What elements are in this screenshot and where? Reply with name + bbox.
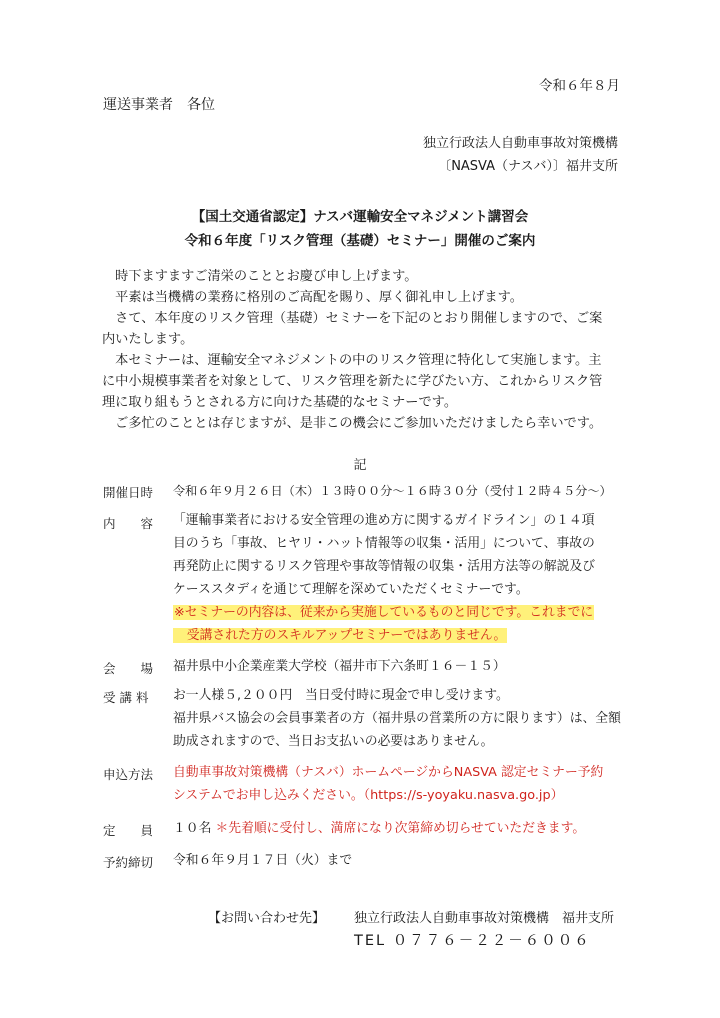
- apply-line: 自動車事故対策機構（ナスバ）ホームページからNASVA 認定セミナー予約: [173, 765, 604, 780]
- body-text: [102, 266, 602, 434]
- deadline-label: 予約締切: [103, 855, 154, 870]
- sender-org: 独立行政法人自動車事故対策機構: [422, 136, 618, 151]
- fee-line: 福井県バス協会の会員事業者の方（福井県の営業所の方に限ります）は、全額: [173, 711, 621, 726]
- datetime-value: 令和６年９月２６日（木）１３時００分～１６時３０分（受付１２時４５分～）: [173, 484, 612, 498]
- venue-label: 会 場: [103, 661, 154, 676]
- datetime-label: 開催日時: [103, 485, 154, 500]
- content-line: 「運輸事業者における安全管理の進め方に関するガイドライン」の１４項: [173, 513, 595, 528]
- issue-date: 令和６年８月: [539, 78, 620, 94]
- content-value: [173, 509, 595, 647]
- capacity-note: ＊先着順に受付し、満席になり次第締め切らせていただきます。: [215, 821, 586, 836]
- deadline-value: 令和６年９月１７日（火）まで: [173, 853, 353, 868]
- fee-line: お一人様５,２００円 当日受付時に現金で申し受けます。: [173, 688, 509, 703]
- body-line: ご多忙のこととは存じますが、是非この機会にご参加いただけましたら幸いです。: [102, 416, 603, 431]
- content-note-line: [173, 601, 595, 624]
- recipient: 運送事業者 各位: [103, 97, 215, 113]
- apply-label: 申込方法: [103, 767, 154, 782]
- body-line: に中小規模事業者を対象として、リスク管理を新たに学びたい方、これからリスク管: [102, 374, 603, 389]
- ki-heading: 記: [353, 458, 367, 473]
- body-line: 時下ますますご清栄のこととお慶び申し上げます。: [102, 269, 418, 284]
- contact-label: 【お問い合わせ先】: [208, 911, 326, 926]
- venue-value: 福井県中小企業産業大学校（福井市下六条町１６－１５）: [173, 659, 506, 674]
- capacity-number: １０名: [173, 821, 212, 836]
- body-line: さて、本年度のリスク管理（基礎）セミナーを下記のとおり開催しますので、ご案: [102, 311, 603, 326]
- body-line: 内いたします。: [102, 332, 194, 347]
- content-note-highlight: 受講された方のスキルアップセミナーではありません。: [174, 628, 507, 643]
- apply-value: [173, 761, 603, 807]
- sender-branch: 〔NASVA（ナスバ）〕福井支所: [438, 159, 618, 174]
- title-line-1: 【国土交通省認定】ナスバ運輸安全マネジメント講習会: [191, 209, 529, 225]
- fee-label: 受 講 料: [103, 690, 149, 705]
- capacity-value: [173, 817, 585, 840]
- body-line: 本セミナーは、運輸安全マネジメントの中のリスク管理に特化して実施します。主: [102, 353, 602, 368]
- body-line: 理に取り組もうとされる方に向けた基礎的なセミナーです。: [102, 395, 458, 410]
- title-line-2: 令和６年度「リスク管理（基礎）セミナー」開催のご案内: [184, 233, 536, 249]
- capacity-label: 定 員: [103, 823, 154, 838]
- body-line: 平素は当機構の業務に格別のご高配を賜り、厚く御礼申し上げます。: [102, 290, 523, 305]
- content-note-line: [173, 624, 595, 647]
- content-label: 内 容: [103, 516, 154, 531]
- content-note-highlight: ※セミナーの内容は、従来から実施しているものと同じです。これまでに: [174, 605, 594, 620]
- fee-value: [173, 684, 621, 753]
- contact-org: 独立行政法人自動車事故対策機構 福井支所: [354, 911, 615, 926]
- content-line: 再発防止に関するリスク管理や事故等情報の収集・活用方法等の解説及び: [173, 559, 596, 574]
- contact-tel: TEL ０７７６－２２－６００６: [354, 933, 591, 949]
- content-line: ケーススタディを通じて理解を深めていただくセミナーです。: [173, 582, 529, 597]
- fee-line: 助成されますので、当日お支払いの必要はありません。: [173, 734, 494, 749]
- apply-line: システムでお申し込みください。（https://s-yoyaku.nasva.go.jp）: [173, 788, 564, 803]
- content-line: 目のうち「事故、ヒヤリ・ハット情報等の収集・活用」について、事故の: [173, 536, 595, 551]
